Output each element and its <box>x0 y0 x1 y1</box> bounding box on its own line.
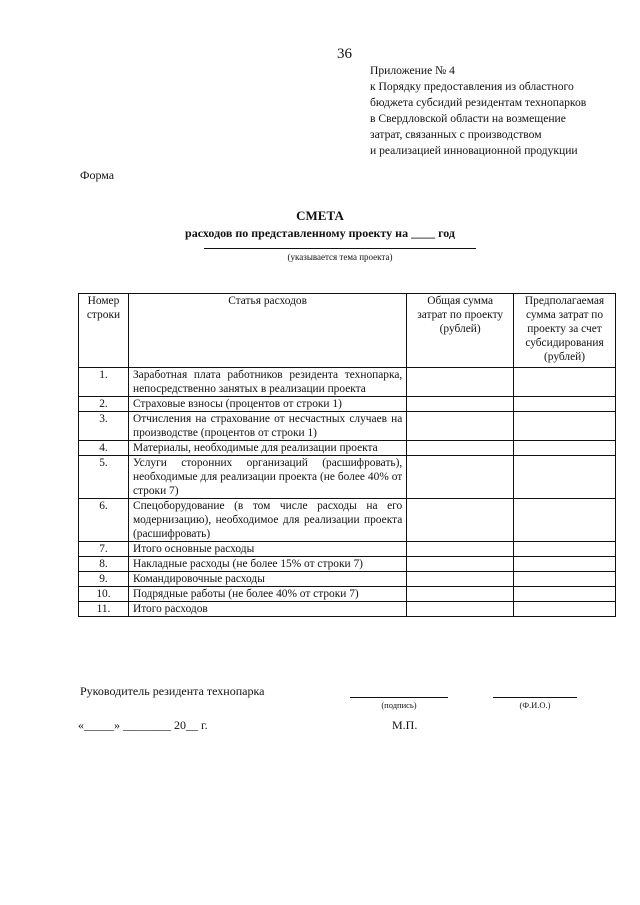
head-of-resident-label: Руководитель резидента технопарка <box>80 684 265 698</box>
expense-item: Страховые взносы (процентов от строки 1) <box>128 397 406 412</box>
total-amount-cell[interactable] <box>407 441 514 456</box>
subsidy-amount-cell[interactable] <box>514 412 616 441</box>
subsidy-amount-cell[interactable] <box>514 456 616 499</box>
row-number: 8. <box>79 557 129 572</box>
expense-item: Итого основные расходы <box>128 542 406 557</box>
header-subsidy-amount: Предполагаемая сумма затрат по проекту за счет субсидирования (рублей) <box>514 294 616 368</box>
subsidy-amount-cell[interactable] <box>514 542 616 557</box>
full-name-line[interactable] <box>493 697 577 698</box>
row-number: 5. <box>79 456 129 499</box>
estimate-table <box>78 293 616 617</box>
total-amount-cell[interactable] <box>407 397 514 412</box>
table-row <box>79 456 616 499</box>
subsidy-amount-cell[interactable] <box>514 441 616 456</box>
appendix-line: в Свердловской области на возмещение <box>370 112 566 125</box>
expense-item: Материалы, необходимые для реализации проекта <box>128 441 406 456</box>
form-label: Форма <box>80 168 115 182</box>
expense-item: Заработная плата работников резидента технопарка, непосредственно занятых в реализации проекта <box>128 368 406 397</box>
table-row <box>79 499 616 542</box>
appendix-line: к Порядку предоставления из областного <box>370 80 574 93</box>
subsidy-amount-cell[interactable] <box>514 499 616 542</box>
appendix-line: Приложение № 4 <box>370 64 455 77</box>
total-amount-cell[interactable] <box>407 587 514 602</box>
row-number: 7. <box>79 542 129 557</box>
total-amount-cell[interactable] <box>407 542 514 557</box>
table-row <box>79 542 616 557</box>
seal-placeholder: М.П. <box>392 718 418 732</box>
total-amount-cell[interactable] <box>407 499 514 542</box>
signature-line[interactable] <box>350 697 448 698</box>
expense-item: Подрядные работы (не более 40% от строки 7) <box>128 587 406 602</box>
total-amount-cell[interactable] <box>407 412 514 441</box>
expense-item: Командировочные расходы <box>128 572 406 587</box>
row-number: 3. <box>79 412 129 441</box>
appendix-line: и реализацией инновационной продукции <box>370 144 578 157</box>
table-row <box>79 441 616 456</box>
signature-caption: (подпись) <box>381 700 417 710</box>
row-number: 11. <box>79 602 129 617</box>
total-amount-cell[interactable] <box>407 602 514 617</box>
header-total-amount: Общая сумма затрат по проекту (рублей) <box>407 294 514 368</box>
header-expense-item: Статья расходов <box>128 294 406 368</box>
row-number: 4. <box>79 441 129 456</box>
total-amount-cell[interactable] <box>407 456 514 499</box>
expense-item: Накладные расходы (не более 15% от строки 7) <box>128 557 406 572</box>
row-number: 9. <box>79 572 129 587</box>
subsidy-amount-cell[interactable] <box>514 602 616 617</box>
appendix-line: затрат, связанных с производством <box>370 128 542 141</box>
document-title: СМЕТА <box>296 208 344 223</box>
expense-item: Услуги сторонних организаций (расшифровать), необходимые для реализации проекта (не более 40% от строки 7) <box>128 456 406 499</box>
table-row <box>79 602 616 617</box>
table-row <box>79 397 616 412</box>
table-row <box>79 572 616 587</box>
header-row-number: Номер строки <box>79 294 129 368</box>
date-line: «_____» ________ 20__ г. <box>78 718 208 732</box>
subsidy-amount-cell[interactable] <box>514 397 616 412</box>
total-amount-cell[interactable] <box>407 557 514 572</box>
row-number: 1. <box>79 368 129 397</box>
table-header-row <box>79 294 616 368</box>
row-number: 6. <box>79 499 129 542</box>
expense-item: Отчисления на страхование от несчастных случаев на производстве (процентов от строки 1) <box>128 412 406 441</box>
subsidy-amount-cell[interactable] <box>514 572 616 587</box>
total-amount-cell[interactable] <box>407 368 514 397</box>
row-number: 2. <box>79 397 129 412</box>
table-row <box>79 368 616 397</box>
row-number: 10. <box>79 587 129 602</box>
appendix-header <box>370 63 630 159</box>
total-amount-cell[interactable] <box>407 572 514 587</box>
subsidy-amount-cell[interactable] <box>514 368 616 397</box>
subsidy-amount-cell[interactable] <box>514 557 616 572</box>
page-number: 36 <box>337 46 352 62</box>
project-topic-line <box>204 248 476 249</box>
expense-item: Спецоборудование (в том числе расходы на его модернизацию), необходимое для реализации проекта (расшифровать) <box>128 499 406 542</box>
project-topic-caption: (указывается тема проекта) <box>287 252 393 262</box>
subsidy-amount-cell[interactable] <box>514 587 616 602</box>
table-row <box>79 587 616 602</box>
full-name-caption: (Ф.И.О.) <box>519 700 551 710</box>
appendix-line: бюджета субсидий резидентам технопарков <box>370 96 587 109</box>
table-row <box>79 412 616 441</box>
expense-item: Итого расходов <box>128 602 406 617</box>
document-subtitle: расходов по представленному проекту на ____ год <box>185 226 455 240</box>
table-row <box>79 557 616 572</box>
